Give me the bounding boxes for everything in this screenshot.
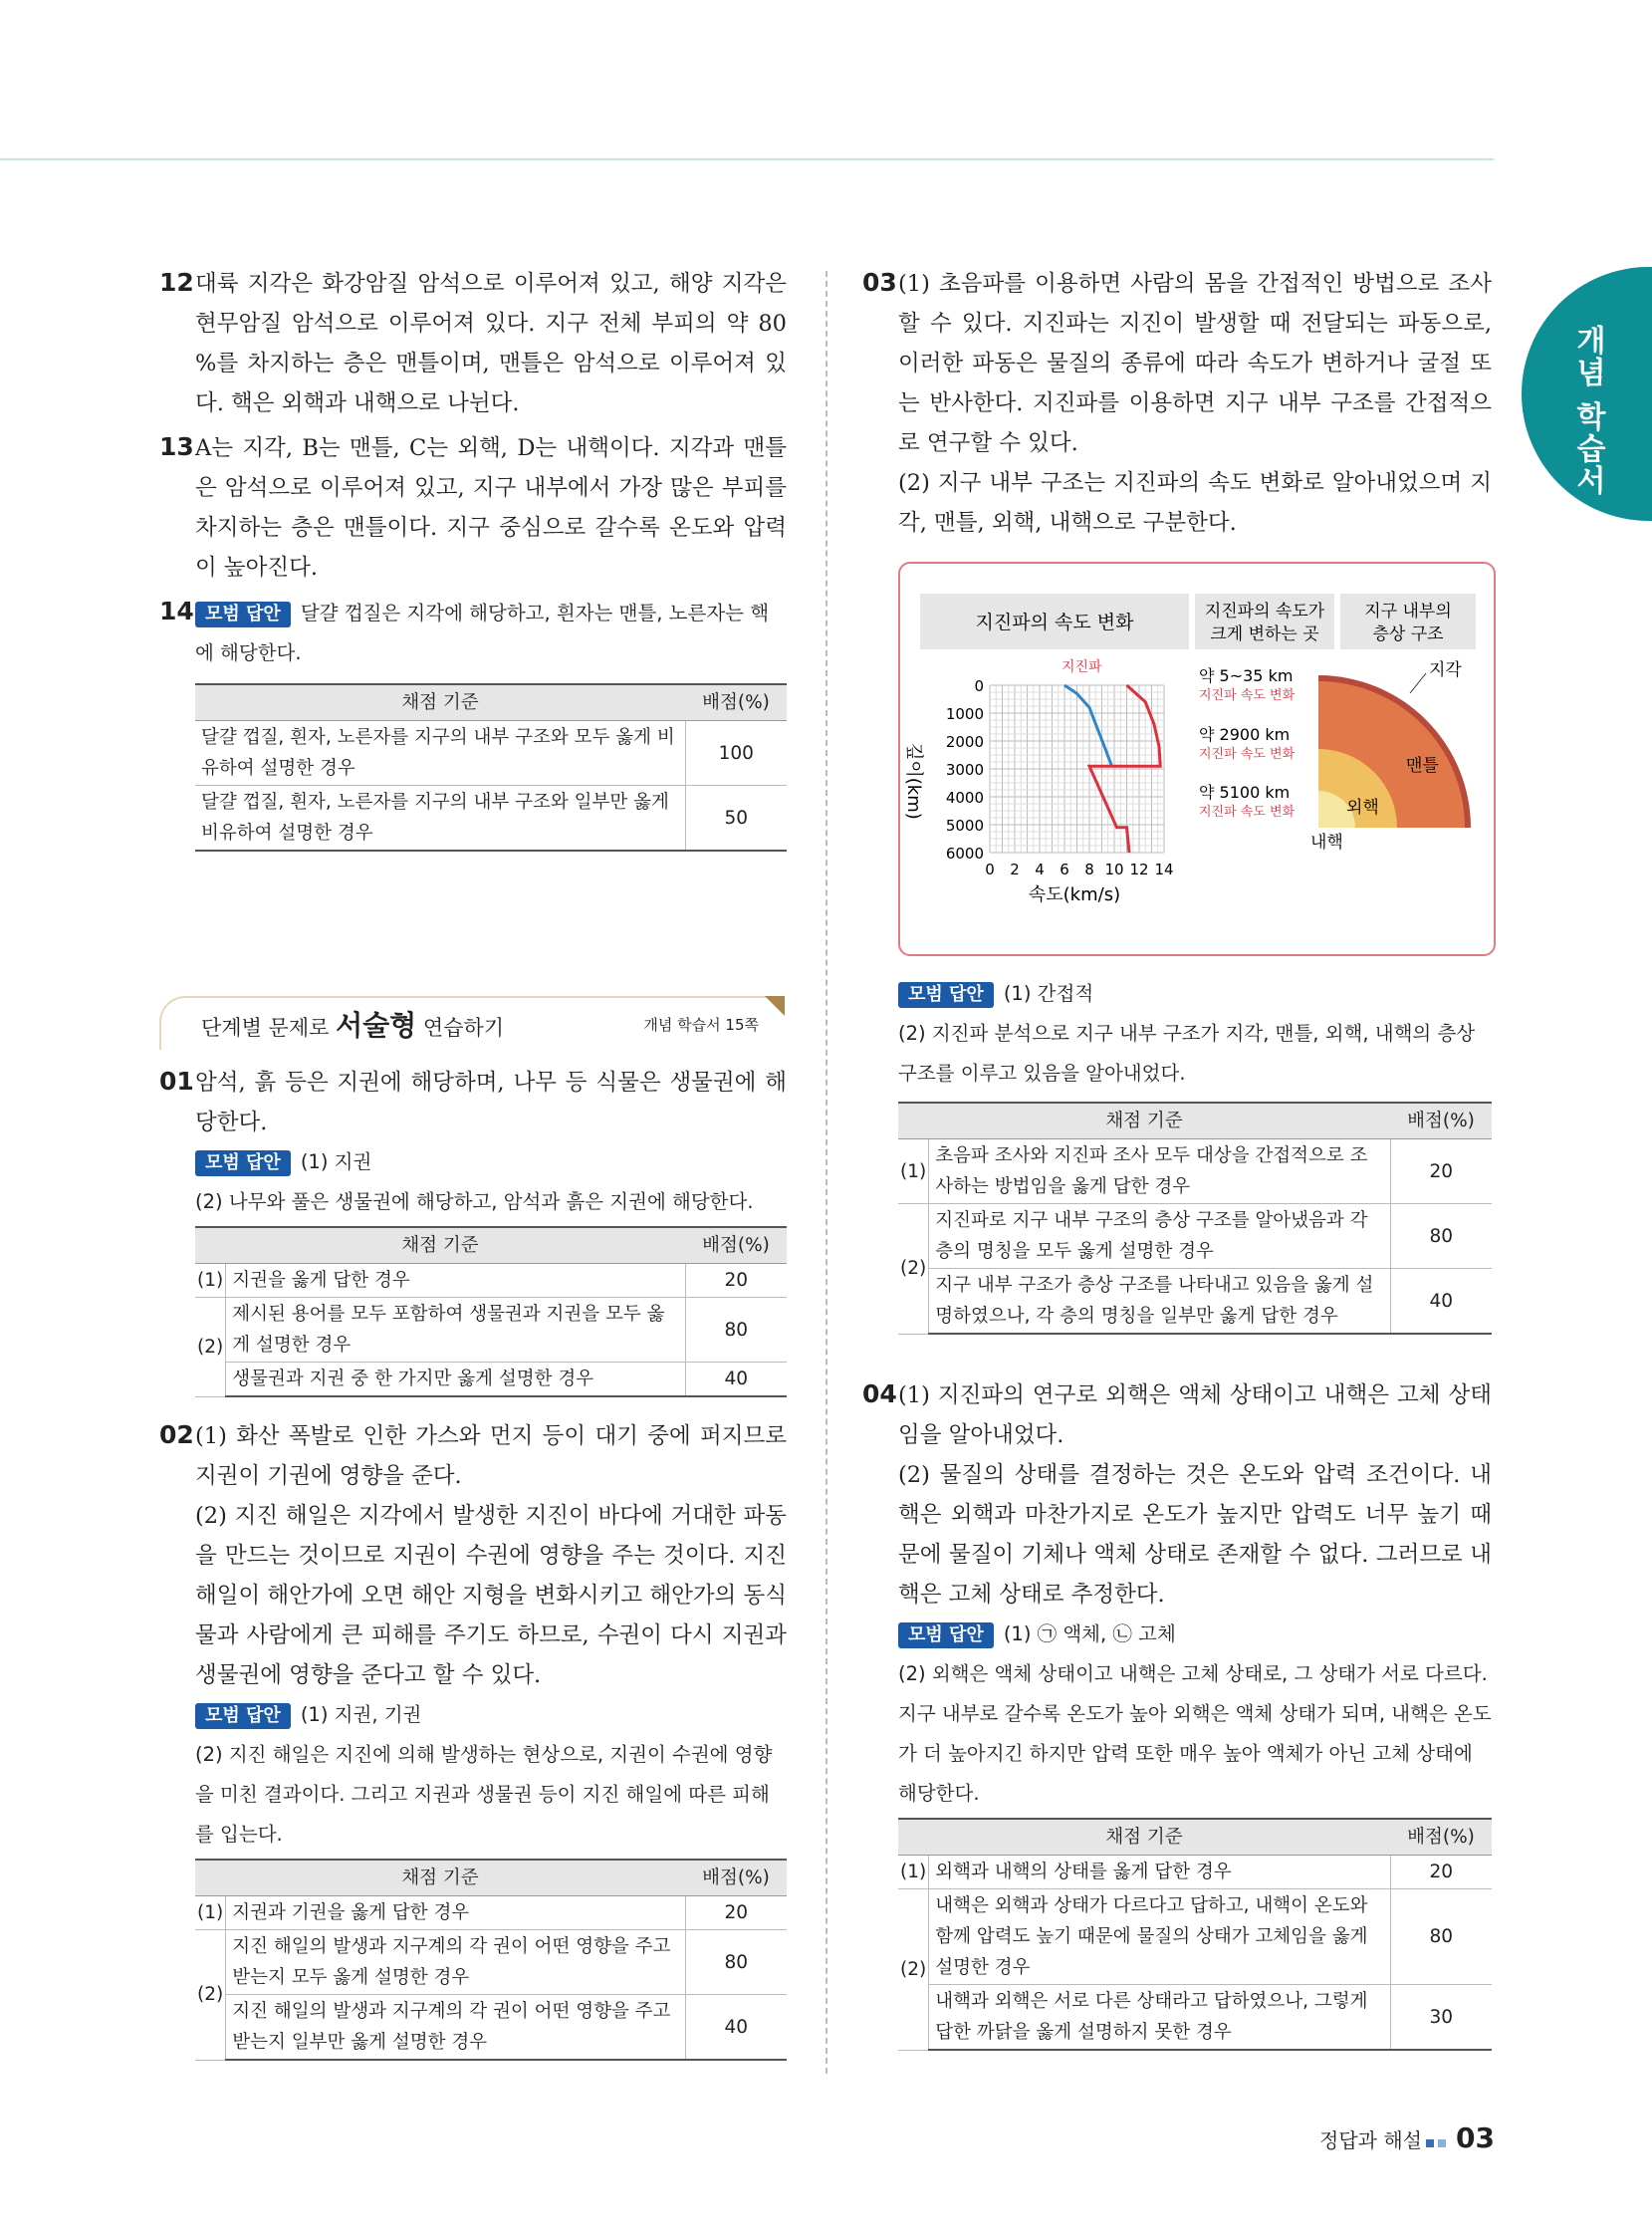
table-row: 내핵과 외핵은 서로 다른 상태라고 답하였으나, 그렇게 답한 까닭을 옳게 설명하지 못한 경우 30 [898, 1985, 1492, 2051]
x-tick-label: 0 [985, 861, 995, 878]
right-column-mid [862, 974, 1492, 2051]
side-tab-label: 개념 학습서 [1570, 325, 1605, 497]
q01: 01암석, 흙 등은 지권에 해당하며, 나무 등 식물은 생물권에 해당한다. [159, 1067, 787, 1135]
q02-1: 02(1) 화산 폭발로 인한 가스와 먼지 등이 대기 중에 퍼지므로 지권이 기권에 영향을 준다. [159, 1420, 787, 1489]
figure-header-3a: 지구 내부의 [1364, 602, 1452, 622]
table-row: (2) 지진 해일의 발생과 지구계의 각 권이 어떤 영향을 주고받는지 모두 옳게 설명한 경우 80 [195, 1930, 787, 1995]
layer-label-crust: 지각 [1429, 660, 1462, 680]
y-tick-label: 5000 [945, 817, 984, 835]
figure-header-1: 지진파의 속도 변화 [975, 612, 1134, 633]
q04-1: 04(1) 지진파의 연구로 외핵은 액체 상태이고 내핵은 고체 상태임을 알아내었다. [862, 1379, 1492, 1448]
layer-label-mantle: 맨틀 [1406, 756, 1439, 776]
x-tick-label: 2 [1010, 861, 1020, 878]
q04-rubric-table: 채점 기준 배점(%) (1) 외핵과 내핵의 상태를 옳게 답한 경우 20 (2) 내핵은 외핵과 상태가 다르다고 답하고, 내핵이 온도와 함께 압력도 높기 때문에 물질의 상태가 고체임을 옳게 설명한 경우 80 내핵과 외핵은 서로 다른 상태라고 답하였으나, 그렇게 답한 까닭을 옳게 설명하지 못한 경우 30 [898, 1818, 1492, 2051]
y-tick-label: 4000 [945, 789, 984, 807]
table-row: (1) 지권과 기권을 옳게 답한 경우 20 [195, 1896, 787, 1930]
y-ticks [946, 677, 984, 863]
q13: 13A는 지각, B는 맨틀, C는 외핵, D는 내핵이다. 지각과 맨틀은 암석으로 이루어져 있고, 지구 내부에서 가장 많은 부피를 차지하는 층은 맨틀이다. 지구 중심으로 갈수록 온도와 압력이 높아진다. [159, 432, 787, 581]
table-row: (1) 외핵과 내핵의 상태를 옳게 답한 경우 20 [898, 1856, 1492, 1889]
boundary-sub-2: 지진파 속도 변화 [1199, 747, 1296, 762]
y-tick-label: 3000 [945, 761, 984, 779]
boundary-sub-1: 지진파 속도 변화 [1199, 688, 1296, 703]
y-tick-label: 1000 [945, 705, 984, 723]
left-column [159, 263, 787, 852]
x-tick-label: 14 [1154, 861, 1174, 878]
model-answer-badge: 모범 답안 [195, 1703, 291, 1729]
model-answer-badge: 모범 답안 [898, 982, 994, 1008]
table-row: 지진 해일의 발생과 지구계의 각 권이 어떤 영향을 주고받는지 일부만 옳게 설명한 경우 40 [195, 1995, 787, 2061]
x-tick-label: 6 [1060, 861, 1069, 878]
side-tab [1522, 267, 1652, 521]
table-row: 달걀 껍질, 흰자, 노른자를 지구의 내부 구조와 일부만 옳게 비유하여 설명한 경우 50 [195, 786, 787, 852]
boundary-label-1: 약 5~35 km [1199, 666, 1294, 685]
table-row: (2) 내핵은 외핵과 상태가 다르다고 답하고, 내핵이 온도와 함께 압력도 높기 때문에 물질의 상태가 고체임을 옳게 설명한 경우 80 [898, 1889, 1492, 1985]
y-tick-label: 2000 [945, 733, 984, 751]
x-axis-label: 속도(km/s) [1028, 884, 1121, 905]
q04-2: (2) 물질의 상태를 결정하는 것은 온도와 압력 조건이다. 내핵은 외핵과 마찬가지로 온도가 높지만 압력도 너무 높기 때문에 물질이 기체나 액체 상태로 존재할 수 없다. 그러므로 내핵은 고체 상태로 추정한다. [898, 1462, 1492, 1608]
model-answer-badge: 모범 답안 [195, 602, 291, 627]
x-ticks [985, 861, 1173, 878]
seismic-figure [898, 562, 1496, 956]
q02-2: (2) 지진 해일은 지각에서 발생한 지진이 바다에 거대한 파동을 만드는 것이므로 지권이 수권에 영향을 주는 것이다. 지진 해일이 해안가에 오면 해안 지형을 변화시키고 해안가의 동식물과 사람에게 큰 피해를 주기도 하므로, 수권이 다시 지권과 생물권에 영향을 준다고 할 수 있다. [195, 1503, 787, 1688]
series-label: 지진파 [1062, 659, 1102, 675]
q02-rubric-table: 채점 기준 배점(%) (1) 지권과 기권을 옳게 답한 경우 20 (2) 지진 해일의 발생과 지구계의 각 권이 어떤 영향을 주고받는지 모두 옳게 설명한 경우 80 지진 해일의 발생과 지구계의 각 권이 어떤 영향을 주고받는지 일부만 옳게 설명한 경우 40 [195, 1859, 787, 2061]
layer-label-outer: 외핵 [1346, 798, 1379, 818]
page-number: 03 [1455, 2121, 1495, 2154]
table-row: (2) 제시된 용어를 모두 포함하여 생물권과 지권을 모두 옳게 설명한 경우 80 [195, 1298, 787, 1363]
boundary-label-3: 약 5100 km [1199, 783, 1291, 802]
q03-1: 03(1) 초음파를 이용하면 사람의 몸을 간접적인 방법으로 조사할 수 있다. 지진파는 지진이 발생할 때 전달되는 파동으로, 이러한 파동은 물질의 종류에 따라 속도가 변하거나 굴절 또는 반사한다. 지진파를 이용하면 지구 내부 구조를 간접적으로 연구할 수 있다. [862, 268, 1492, 456]
layer-label-inner: 내핵 [1310, 833, 1343, 853]
q03-2: (2) 지구 내부 구조는 지진파의 속도 변화로 알아내었으며 지각, 맨틀, 외핵, 내핵으로 구분한다. [898, 470, 1492, 536]
crust-pointer [1410, 673, 1426, 693]
y-tick-label: 6000 [945, 845, 984, 863]
figure-header-2a: 지진파의 속도가 [1204, 602, 1325, 622]
page-footer [1319, 2121, 1495, 2154]
table-row: (2) 지진파로 지구 내부 구조의 층상 구조를 알아냈음과 각 층의 명칭을 모두 옳게 설명한 경우 80 [898, 1204, 1492, 1269]
table-row: 지구 내부 구조가 층상 구조를 나타내고 있음을 옳게 설명하였으나, 각 층의 명칭을 일부만 옳게 답한 경우 40 [898, 1269, 1492, 1335]
q03-answer-1: 모범 답안 (1) 간접적 [862, 974, 1492, 1014]
table-row: 생물권과 지권 중 한 가지만 옳게 설명한 경우 40 [195, 1363, 787, 1397]
x-tick-label: 12 [1129, 861, 1149, 878]
x-tick-label: 10 [1104, 861, 1124, 878]
q01-answer-1: 모범 답안 (1) 지권 [159, 1142, 787, 1182]
q04-answer-1: 모범 답안 (1) ㉠ 액체, ㉡ 고체 [862, 1615, 1492, 1654]
x-tick-label: 8 [1084, 861, 1094, 878]
q03-rubric-table: 채점 기준 배점(%) (1) 초음파 조사와 지진파 조사 모두 대상을 간접적으로 조사하는 방법임을 옳게 답한 경우 20 (2) 지진파로 지구 내부 구조의 층상 구조를 알아냈음과 각 층의 명칭을 모두 옳게 설명한 경우 80 지구 내부 구조가 층상 구조를 나타내고 있음을 옳게 설명하였으나, 각 층의 명칭을 일부만 옳게 답한 경우 40 [898, 1102, 1492, 1335]
x-tick-label: 4 [1035, 861, 1045, 878]
q04-answer-2: (2) 외핵은 액체 상태이고 내핵은 고체 상태로, 그 상태가 서로 다르다. 지구 내부로 갈수록 온도가 높아 외핵은 액체 상태가 되며, 내핵은 온도가 더 높아지긴 하지만 압력 또한 매우 높아 액체가 아닌 고체 상태에 해당한다. [898, 1662, 1492, 1805]
table-row: (1) 지권을 옳게 답한 경우 20 [195, 1264, 787, 1298]
seismic-curve-1 [1064, 685, 1112, 766]
section-header: 단계별 문제로 서술형 연습하기 개념 학습서 15쪽 [159, 996, 779, 1050]
footer-square-icon [1426, 2139, 1434, 2147]
corner-fold-icon [765, 996, 785, 1016]
q02-answer-2: (2) 지진 해일은 지진에 의해 발생하는 현상으로, 지권이 수권에 영향을 미친 결과이다. 그리고 지권과 생물권 등이 지진 해일에 따른 피해를 입는다. [195, 1743, 773, 1846]
q01-rubric-table: 채점 기준 배점(%) (1) 지권을 옳게 답한 경우 20 (2) 제시된 용어를 모두 포함하여 생물권과 지권을 모두 옳게 설명한 경우 80 생물권과 지권 중 한 가지만 옳게 설명한 경우 40 [195, 1226, 787, 1397]
model-answer-badge: 모범 답안 [195, 1150, 291, 1176]
y-axis-label: 깊이(km) [903, 743, 924, 820]
footer-label: 정답과 해설 [1319, 2128, 1422, 2152]
left-column-lower [159, 1062, 787, 2061]
y-tick-label: 0 [974, 677, 984, 695]
q14-answer: 14 모범 답안 달걀 껍질은 지각에 해당하고, 흰자는 맨틀, 노른자는 핵에 해당한다. [159, 597, 770, 664]
figure-header-2b: 크게 변하는 곳 [1210, 624, 1319, 644]
boundary-sub-3: 지진파 속도 변화 [1199, 805, 1296, 820]
table-row: 달걀 껍질, 흰자, 노른자를 지구의 내부 구조와 모두 옳게 비유하여 설명한 경우 100 [195, 721, 787, 786]
boundary-label-2: 약 2900 km [1199, 725, 1291, 744]
header-rule [0, 158, 1494, 160]
q02-answer-1: 모범 답안 (1) 지권, 기권 [159, 1695, 787, 1735]
model-answer-badge: 모범 답안 [898, 1622, 994, 1648]
q01-answer-2: (2) 나무와 풀은 생물권에 해당하고, 암석과 흙은 지권에 해당한다. [195, 1190, 754, 1213]
figure-header-3b: 층상 구조 [1372, 624, 1444, 644]
chart-grid [990, 685, 1164, 853]
column-divider [826, 271, 827, 2074]
table-row: (1) 초음파 조사와 지진파 조사 모두 대상을 간접적으로 조사하는 방법임을 옳게 답한 경우 20 [898, 1139, 1492, 1204]
q14-rubric-table: 채점 기준 배점(%) 달걀 껍질, 흰자, 노른자를 지구의 내부 구조와 모두 옳게 비유하여 설명한 경우 100 달걀 껍질, 흰자, 노른자를 지구의 내부 구조와 일부만 옳게 비유하여 설명한 경우 50 [195, 683, 787, 852]
right-column-top [862, 263, 1492, 543]
footer-square-icon [1438, 2139, 1446, 2147]
q12: 12대륙 지각은 화강암질 암석으로 이루어져 있고, 해양 지각은 현무암질 암석으로 이루어져 있다. 지구 전체 부피의 약 80 %를 차지하는 층은 맨틀이며, 맨틀은 암석으로 이루어져 있다. 핵은 외핵과 내핵으로 나뉜다. [159, 268, 787, 416]
seismic-figure-svg [900, 564, 1494, 954]
q03-answer-2: (2) 지진파 분석으로 지구 내부 구조가 지각, 맨틀, 외핵, 내핵의 층상 구조를 이루고 있음을 알아내었다. [898, 1022, 1476, 1085]
